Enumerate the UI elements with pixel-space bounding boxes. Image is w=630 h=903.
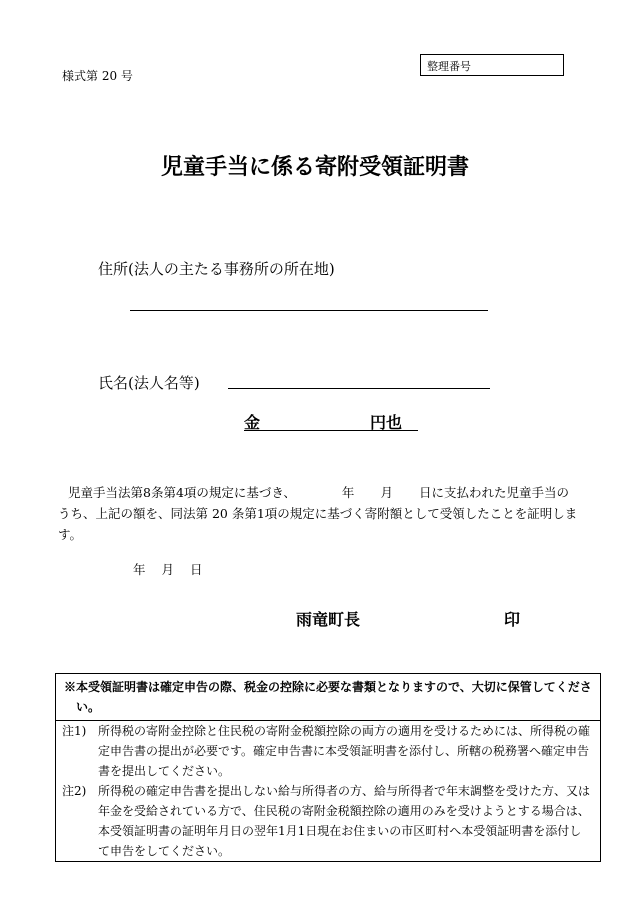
issue-date xyxy=(133,560,219,578)
address-label: 住所(法人の主たる事務所の所在地) xyxy=(98,260,335,278)
statement-year: 年 xyxy=(341,485,355,500)
issue-date-day: 日 xyxy=(190,562,203,577)
notes-heading: ※本受領証明書は確定申告の際、税金の控除に必要な書類となりますので、大切に保管してください。 xyxy=(56,674,600,721)
name-label: 氏名(法人名等) xyxy=(98,374,200,392)
amount-suffix: 円也 xyxy=(370,413,403,432)
amount-prefix: 金 xyxy=(244,413,261,432)
certification-statement xyxy=(58,482,578,545)
form-number: 様式第 20 号 xyxy=(62,69,133,83)
note-item xyxy=(56,721,600,781)
issue-date-year: 年 xyxy=(133,562,146,577)
note-label: 注2) xyxy=(62,784,87,798)
note-text: 所得税の寄附金控除と住民税の寄附金税額控除の両方の適用を受けるためには、所得税の確定申告書の提出が必要です。確定申告書に本受領証明書を添付し、所轄の税務署へ確定申告書を提出してください。 xyxy=(98,724,591,778)
document-title: 児童手当に係る寄附受領証明書 xyxy=(160,154,469,180)
statement-day-part: 日に支払われた児童手当のうち、上記の額を、同法第 20 条第1項の規定に基づく寄附額として受領したことを証明します。 xyxy=(58,485,578,542)
note-label: 注1) xyxy=(62,724,87,738)
address-blank-line xyxy=(130,310,488,311)
statement-month: 月 xyxy=(380,485,393,500)
note-text: 所得税の確定申告書を提出しない給与所得者の方、給与所得者で年末調整を受けた方、又は年金を受給されている方で、住民税の寄附金税額控除の適用のみを受けようとする場合は、本受領証明書の証明年月日の翌年1月1日現在お住まいの市区町村へ本受領証明書を添付して申告をしてください。 xyxy=(98,784,591,858)
issuer-title: 雨竜町長 xyxy=(296,610,361,629)
name-blank-line xyxy=(228,388,490,389)
seal-mark: 印 xyxy=(504,610,521,629)
reference-number-box xyxy=(420,54,564,76)
reference-number-label: 整理番号 xyxy=(427,60,471,73)
statement-part1: 児童手当法第8条第4項の規定に基づき、 xyxy=(68,485,296,500)
issue-date-month: 月 xyxy=(161,562,175,577)
note-item xyxy=(56,781,600,861)
notes-box xyxy=(55,673,601,862)
amount-underline xyxy=(244,430,418,431)
